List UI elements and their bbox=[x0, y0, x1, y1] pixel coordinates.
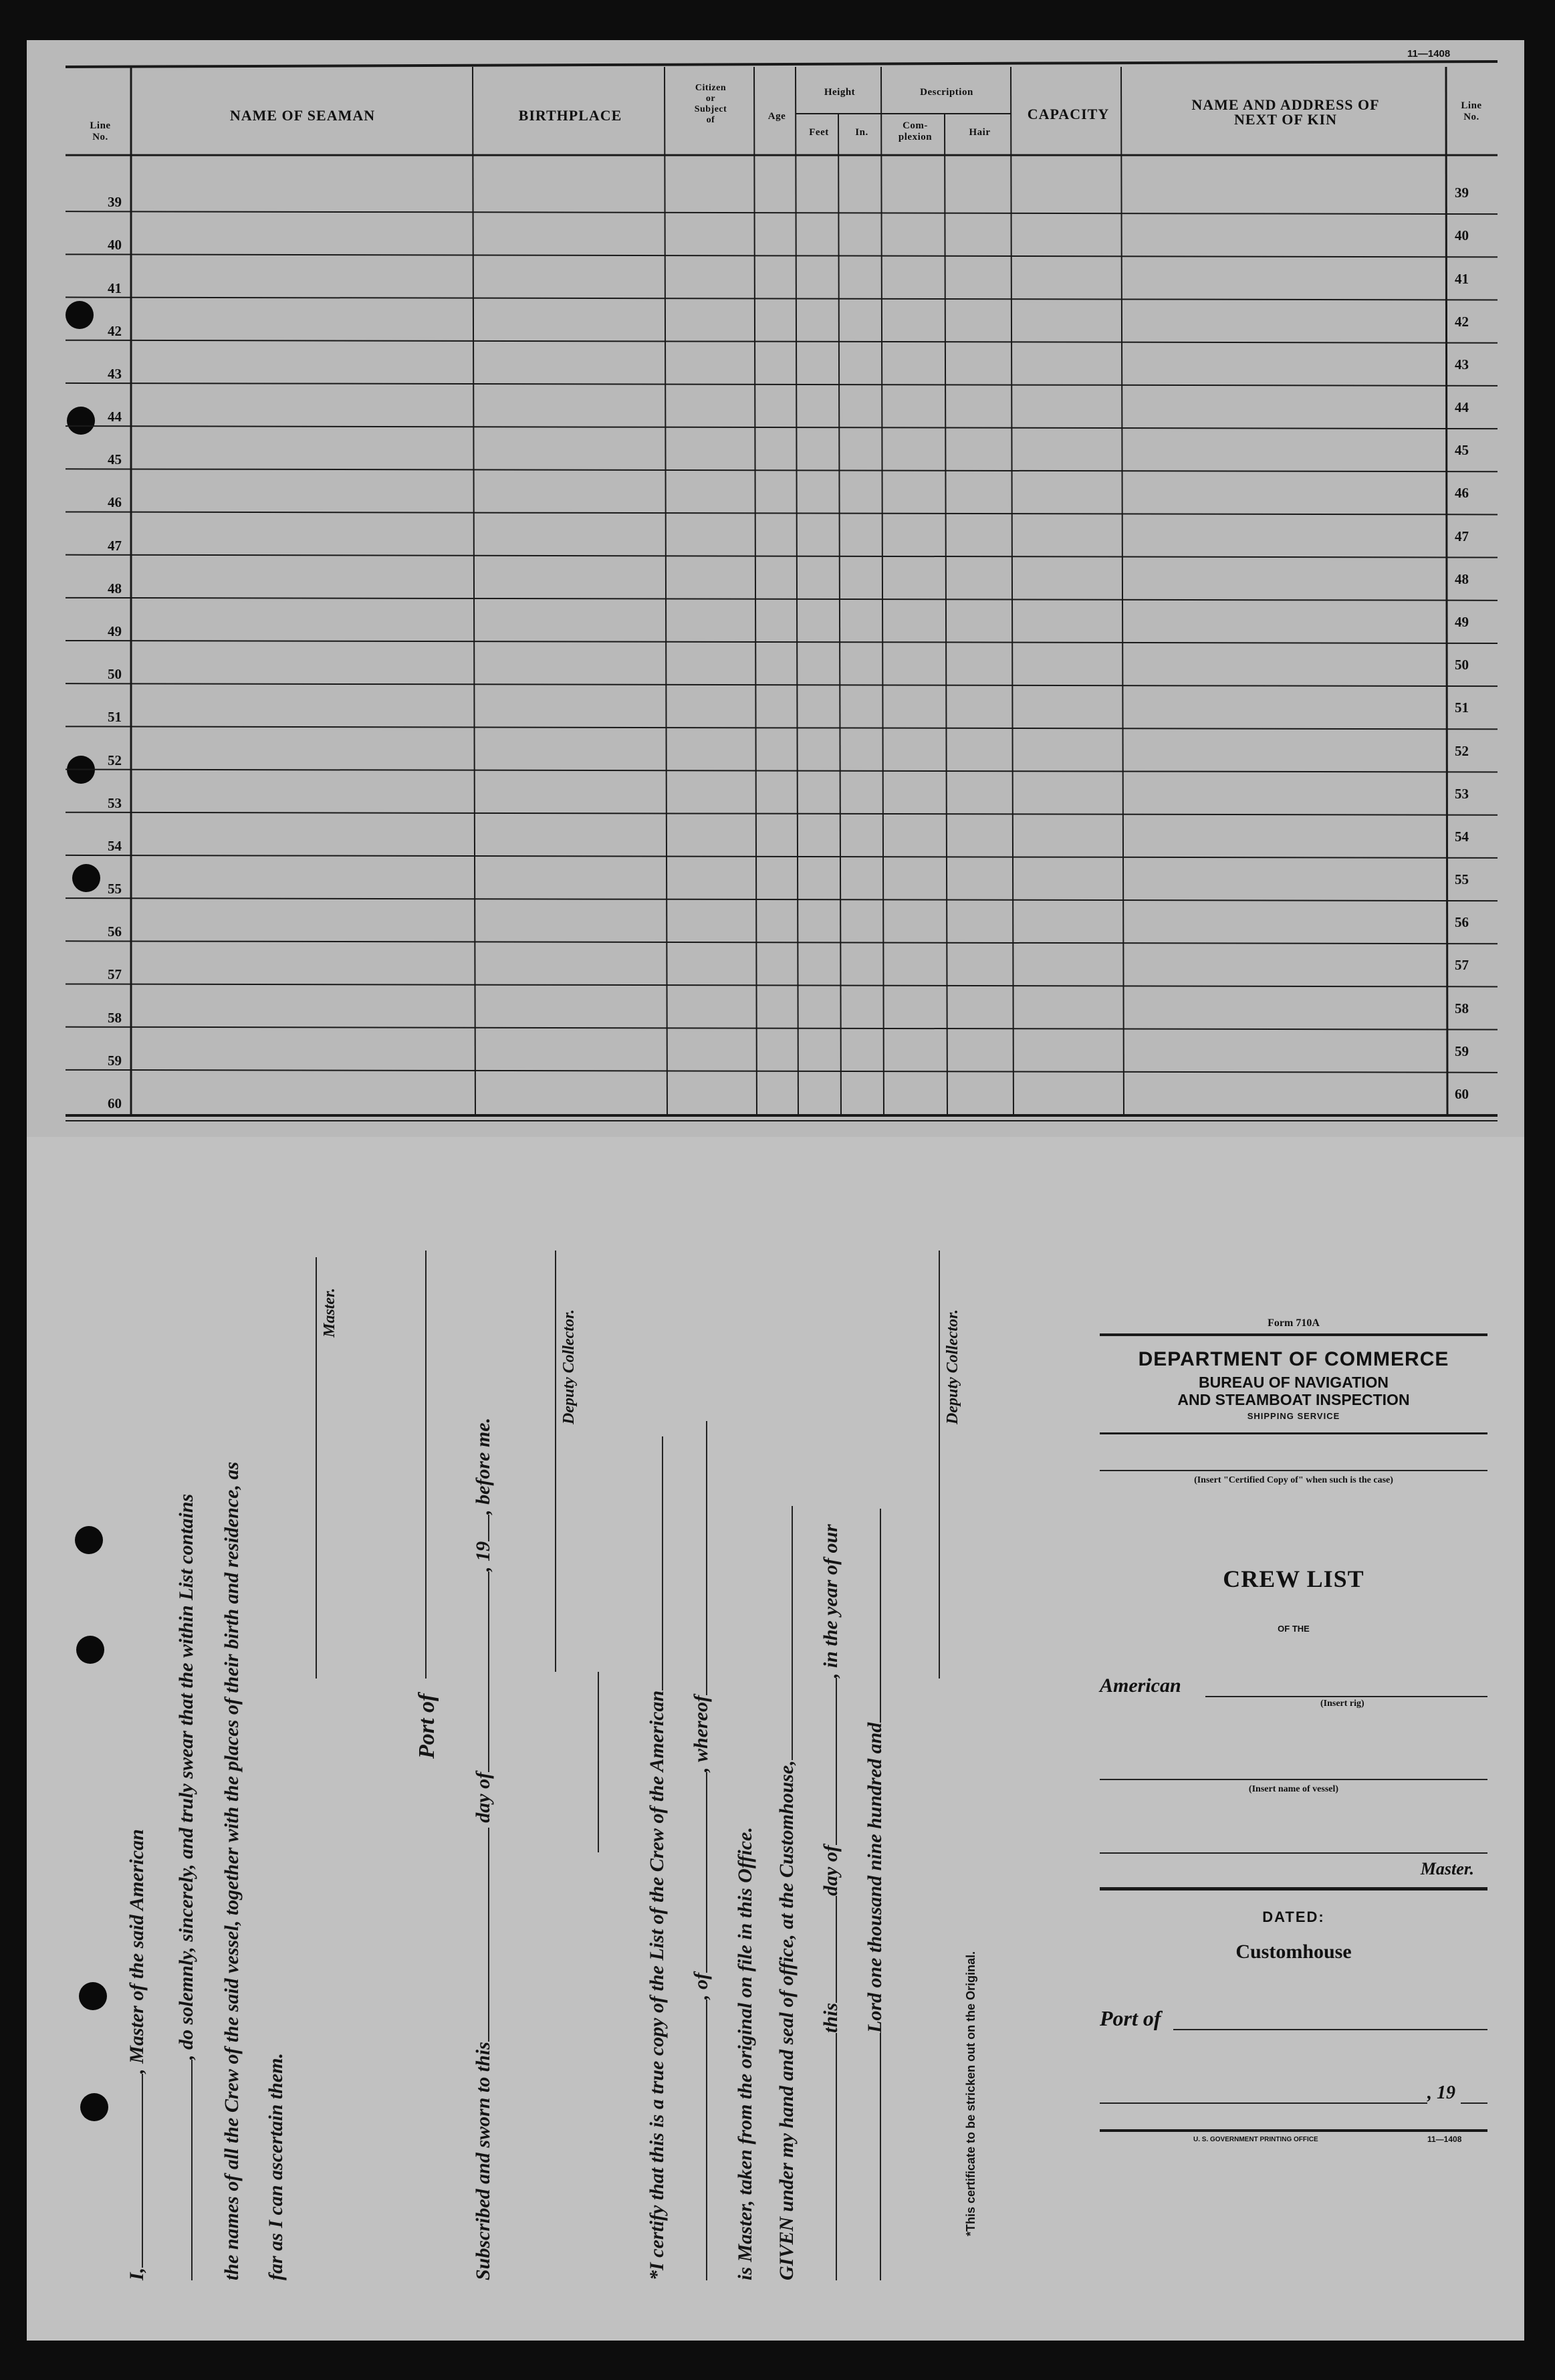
form-number: Form 710A bbox=[1268, 1317, 1320, 1329]
certificate-line-3: is Master, taken from the original on file in this Office. bbox=[734, 1827, 756, 2280]
line-number-right: 43 bbox=[1455, 356, 1469, 372]
line-number-right: 54 bbox=[1455, 828, 1469, 845]
line-number-left: 48 bbox=[108, 580, 122, 597]
header-citizen-of: Citizen or Subject of bbox=[694, 83, 727, 125]
certificate-footnote: *This certificate to be stricken out on the Original. bbox=[964, 1951, 977, 2236]
deputy-signature-line-1 bbox=[555, 1251, 556, 1672]
line-number-left: 49 bbox=[108, 623, 122, 639]
header-feet: Feet bbox=[809, 127, 829, 138]
form-code-top: 11—1408 bbox=[1407, 48, 1451, 60]
row-line bbox=[66, 770, 1498, 772]
cover-rule-bottom bbox=[1100, 2129, 1487, 2132]
row-line bbox=[66, 941, 1498, 944]
row-line bbox=[66, 898, 1498, 901]
line-number-left: 39 bbox=[108, 194, 122, 211]
punch-hole bbox=[79, 1982, 107, 2010]
line-number-right: 52 bbox=[1455, 742, 1469, 759]
year-label: , 19 bbox=[1427, 2082, 1455, 2103]
customhouse-label: Customhouse bbox=[1235, 1941, 1352, 1963]
american-label: American bbox=[1100, 1674, 1181, 1697]
printer-line: U. S. GOVERNMENT PRINTING OFFICE bbox=[1193, 2136, 1318, 2143]
master-name-field[interactable] bbox=[1100, 1832, 1487, 1854]
header-inches: In. bbox=[855, 127, 868, 138]
header-birthplace: BIRTHPLACE bbox=[518, 107, 622, 124]
row-line bbox=[66, 1027, 1498, 1030]
cover-rule-2 bbox=[1100, 1432, 1487, 1434]
header-next-of-kin: NAME AND ADDRESS OF NEXT OF KIN bbox=[1191, 96, 1380, 128]
line-number-left: 57 bbox=[108, 966, 122, 983]
header-height: Height bbox=[824, 87, 856, 98]
shipping-service: SHIPPING SERVICE bbox=[1247, 1411, 1340, 1421]
dated-label: DATED: bbox=[1262, 1909, 1325, 1925]
port-field[interactable] bbox=[1173, 2006, 1487, 2030]
line-number-right: 60 bbox=[1455, 1086, 1469, 1102]
line-number-left: 46 bbox=[108, 494, 122, 511]
row-line bbox=[66, 340, 1498, 343]
line-number-right: 53 bbox=[1455, 785, 1469, 802]
given-line: GIVEN under my hand and seal of office, at the Customhouse, bbox=[775, 1506, 798, 2280]
crew-list-cover bbox=[1100, 1304, 1487, 2193]
rig-field[interactable] bbox=[1205, 1676, 1487, 1697]
bureau-line-1: BUREAU OF NAVIGATION bbox=[1198, 1374, 1389, 1391]
line-number-left: 43 bbox=[108, 365, 122, 382]
department-name: DEPARTMENT OF COMMERCE bbox=[1138, 1348, 1449, 1370]
row-line bbox=[66, 555, 1498, 558]
cover-rule-top bbox=[1100, 1333, 1487, 1336]
line-number-right: 41 bbox=[1455, 270, 1469, 287]
line-number-left: 40 bbox=[108, 237, 122, 253]
row-line bbox=[66, 298, 1498, 300]
this-day-line: thisday of, in the year of our bbox=[820, 1524, 842, 2280]
line-number-right: 45 bbox=[1455, 442, 1469, 459]
line-number-right: 39 bbox=[1455, 185, 1469, 201]
line-number-left: 54 bbox=[108, 837, 122, 854]
line-number-right: 46 bbox=[1455, 485, 1469, 502]
line-number-left: 50 bbox=[108, 666, 122, 683]
line-number-right: 44 bbox=[1455, 399, 1469, 416]
row-line bbox=[66, 855, 1498, 858]
line-number-right: 58 bbox=[1455, 1000, 1469, 1016]
header-hair: Hair bbox=[969, 127, 991, 138]
punch-hole bbox=[76, 1636, 104, 1664]
row-line bbox=[66, 598, 1498, 601]
header-capacity: CAPACITY bbox=[1027, 106, 1110, 122]
affidavit-line-2: , do solemnly, sincerely, and truly swear that the within List contains bbox=[175, 1494, 198, 2280]
port-of-line bbox=[425, 1251, 427, 1679]
master-signature-line bbox=[316, 1257, 317, 1679]
line-number-right: 55 bbox=[1455, 871, 1469, 888]
line-number-left: 42 bbox=[108, 322, 122, 339]
affidavit-line-1: I,, Master of the said American bbox=[126, 1829, 148, 2280]
deputy-collector-label-1: Deputy Collector. bbox=[560, 1309, 578, 1424]
vessel-name-field[interactable] bbox=[1100, 1759, 1487, 1780]
row-line bbox=[66, 726, 1498, 729]
header-complexion: Com- plexion bbox=[898, 120, 933, 142]
deputy-signature-line-2 bbox=[939, 1251, 940, 1679]
year-field[interactable] bbox=[1461, 2082, 1487, 2104]
certificate-line-1: *I certify that this is a true copy of the List of the Crew of the American bbox=[646, 1436, 669, 2280]
row-line bbox=[66, 813, 1498, 815]
certificate-line-2: , of, whereof bbox=[690, 1421, 713, 2280]
line-number-right: 50 bbox=[1455, 657, 1469, 673]
row-line bbox=[66, 254, 1498, 257]
punch-hole bbox=[80, 2093, 108, 2121]
line-number-left: 41 bbox=[108, 280, 122, 296]
cover-rule-3 bbox=[1100, 1887, 1487, 1890]
crew-table-grid bbox=[0, 0, 1555, 1137]
line-number-left: 55 bbox=[108, 881, 122, 897]
line-number-right: 40 bbox=[1455, 227, 1469, 244]
row-line bbox=[66, 984, 1498, 986]
line-number-right: 57 bbox=[1455, 957, 1469, 974]
affidavit-line-4: far as I can ascertain them. bbox=[265, 2052, 287, 2280]
crew-list-title: CREW LIST bbox=[1223, 1565, 1364, 1592]
line-number-right: 51 bbox=[1455, 699, 1469, 716]
row-line bbox=[66, 683, 1498, 686]
seal-line bbox=[598, 1672, 599, 1852]
form-code-bottom: 11—1408 bbox=[1427, 2135, 1462, 2144]
line-number-left: 60 bbox=[108, 1095, 122, 1111]
row-line bbox=[66, 512, 1498, 514]
row-line bbox=[66, 641, 1498, 643]
header-line-no-right: Line No. bbox=[1461, 100, 1482, 122]
header-age: Age bbox=[767, 111, 786, 122]
line-number-left: 56 bbox=[108, 924, 122, 940]
line-number-left: 53 bbox=[108, 794, 122, 811]
line-number-left: 52 bbox=[108, 752, 122, 768]
row-line bbox=[66, 383, 1498, 386]
port-of-label: Port of bbox=[414, 1693, 439, 1759]
line-number-left: 58 bbox=[108, 1009, 122, 1026]
row-line bbox=[66, 469, 1498, 471]
line-number-right: 56 bbox=[1455, 914, 1469, 931]
certified-copy-note: (Insert "Certified Copy of" when such is the case) bbox=[1194, 1475, 1393, 1485]
affidavit-line-3: the names of all the Crew of the said vessel, together with the places of their birth and residence, as bbox=[221, 1461, 243, 2280]
master-label-cover: Master. bbox=[1420, 1859, 1474, 1878]
line-number-left: 47 bbox=[108, 537, 122, 554]
of-the-label: OF THE bbox=[1278, 1624, 1310, 1634]
deputy-collector-label-2: Deputy Collector. bbox=[944, 1309, 961, 1424]
header-line-no: Line No. bbox=[90, 120, 111, 142]
line-number-left: 59 bbox=[108, 1052, 122, 1069]
header-description: Description bbox=[920, 87, 973, 98]
insert-vessel-note: (Insert name of vessel) bbox=[1248, 1784, 1339, 1794]
sworn-line: Subscribed and sworn to this day of, 19, before me. bbox=[472, 1417, 494, 2280]
master-label: Master. bbox=[321, 1287, 338, 1337]
lord-line: Lord one thousand nine hundred and bbox=[864, 1509, 886, 2280]
bureau-line-2: AND STEAMBOAT INSPECTION bbox=[1177, 1391, 1410, 1408]
insert-rig-note: (Insert rig) bbox=[1320, 1699, 1364, 1709]
row-line bbox=[66, 426, 1498, 429]
line-number-left: 45 bbox=[108, 451, 122, 468]
row-line bbox=[66, 1070, 1498, 1073]
certified-copy-field[interactable] bbox=[1100, 1458, 1487, 1471]
line-number-right: 49 bbox=[1455, 614, 1469, 630]
punch-hole bbox=[75, 1526, 103, 1554]
line-number-left: 51 bbox=[108, 709, 122, 726]
port-of-label-cover: Port of bbox=[1100, 2006, 1161, 2030]
line-number-right: 48 bbox=[1455, 570, 1469, 587]
line-number-right: 47 bbox=[1455, 528, 1469, 544]
line-number-right: 42 bbox=[1455, 313, 1469, 330]
header-name-of-seaman: NAME OF SEAMAN bbox=[229, 107, 376, 124]
row-line bbox=[66, 211, 1498, 214]
date-field[interactable] bbox=[1100, 2082, 1427, 2104]
line-number-left: 44 bbox=[108, 409, 122, 425]
line-number-right: 59 bbox=[1455, 1043, 1469, 1059]
